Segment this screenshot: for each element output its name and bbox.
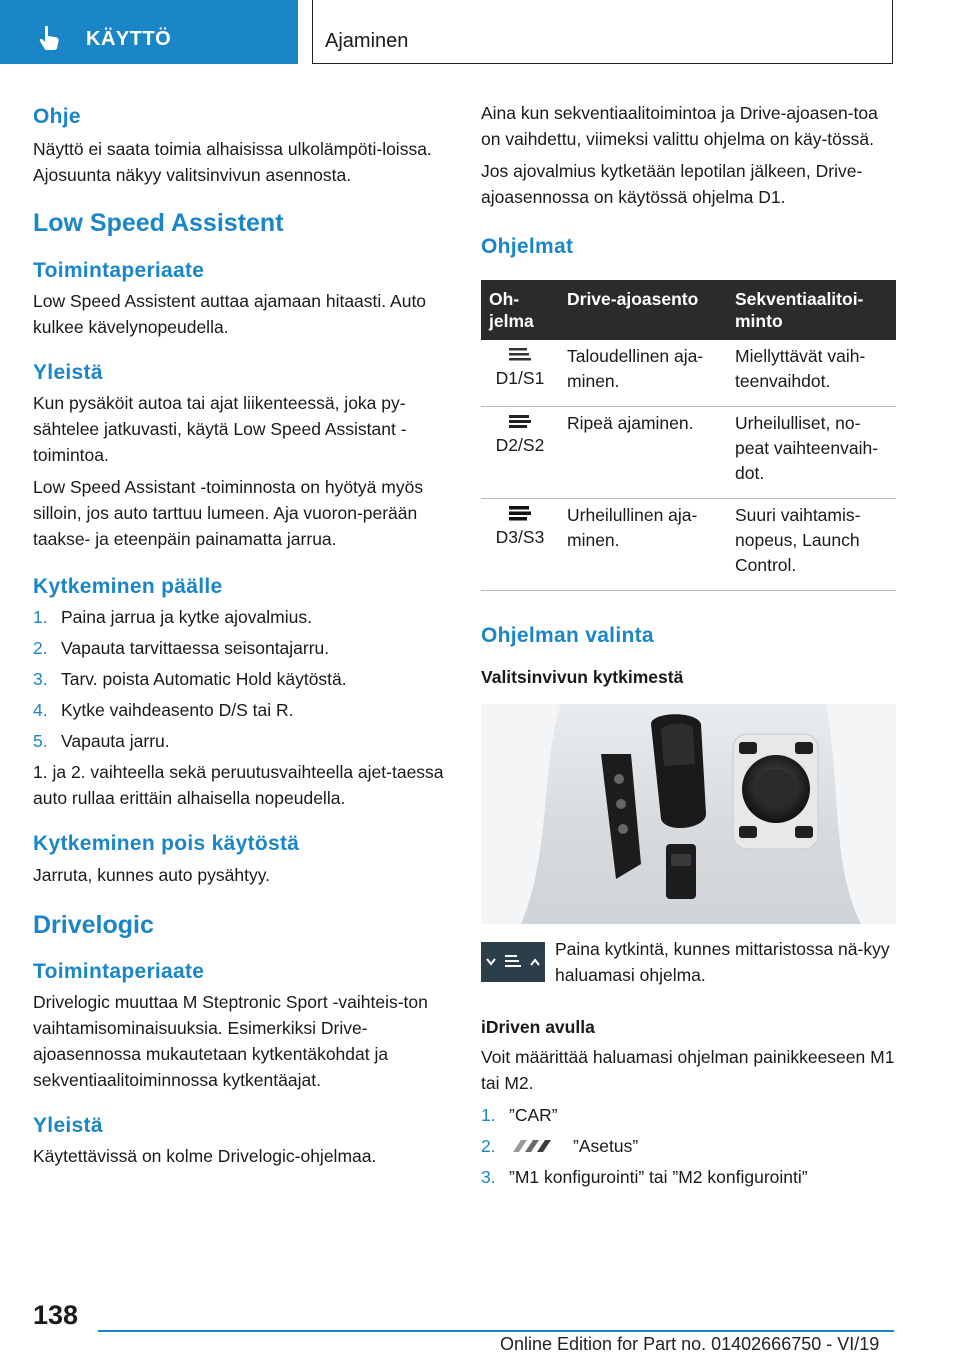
chevron-up-icon (531, 960, 539, 965)
list-item: 3. Tarv. poista Automatic Hold käytöstä. (33, 669, 347, 690)
lsa-principle-text: Low Speed Assistent auttaa ajamaan hitaasti. Auto kulkee kävelynopeudella. (33, 290, 427, 337)
column-header: Sekventiaalitoi-minto (727, 280, 896, 340)
off-title: Kytkeminen pois käytöstä (33, 832, 300, 856)
program-d2-icon (507, 411, 533, 431)
dl-principle-text: Drivelogic muuttaa M Steptronic Sport -vaihteis-ton vaihtamisominaisuuksia. Esimerkiksi Drive-ajoasennossa mukautetaan kytkentäkohdat ja sekventiaalitoiminnossa kytkentäajat. (33, 992, 428, 1090)
column-header: Drive-ajoasento (559, 280, 727, 340)
program-label: D2/S2 (495, 435, 545, 456)
switch-graphic (481, 942, 545, 982)
chevron-down-icon (487, 959, 495, 964)
lsa-general-title: Yleistä (33, 360, 103, 384)
dl-general-title: Yleistä (33, 1114, 103, 1137)
table-row (481, 340, 896, 407)
dl-principle-title: Toimintaperiaate (33, 959, 205, 983)
select-title: Ohjelman valinta (481, 624, 654, 648)
intro-text-2: Jos ajovalmius kytketään lepotilan jälkeen, Drive-ajoasennossa on käytössä ohjelma D1. (481, 161, 863, 207)
program-d1-icon (507, 344, 533, 364)
column-header: Oh-jelma (481, 280, 559, 340)
table-cell: Urheilullinen aja-minen. (559, 499, 727, 591)
program-label: D1/S1 (495, 368, 545, 389)
edition-text: Online Edition for Part no. 01402666750 - VI/19 (500, 1334, 880, 1354)
ohje-title: Ohje (33, 105, 81, 128)
section-header-label: Ajaminen (325, 30, 409, 52)
intro-text-1: Aina kun sekventiaalitoimintoa ja Drive-ajoasen-toa on vaihdettu, viimeksi valittu ohjelma on käy-tössä. (481, 103, 878, 149)
right-column (481, 100, 896, 1193)
program-switch[interactable] (481, 942, 545, 982)
table-cell: Urheilulliset, no-peat vaihteenvaih-dot. (727, 407, 896, 499)
lsa-general-text-1: Kun pysäköit autoa tai ajat liikenteessä, joka py-sähtelee jatkuvasti, käytä Low Speed Assistant -toimintoa. (33, 393, 407, 465)
list-item: 2. Vapauta tarvittaessa seisontajarru. (33, 638, 330, 659)
chapter-tab[interactable] (0, 0, 298, 64)
pointing-hand-icon (36, 24, 64, 52)
list-item: 2. ”Asetus” (481, 1135, 639, 1156)
table-cell: Ripeä ajaminen. (559, 407, 727, 499)
section-header (312, 0, 893, 64)
dl-general-text: Käytettävissä on kolme Drivelogic-ohjelmaa. (33, 1146, 377, 1167)
on-note: 1. ja 2. vaihteella sekä peruutusvaihteella ajet-taessa auto rullaa erittäin alhaisella nopeudella. (33, 762, 444, 809)
list-item: 5. Vapauta jarru. (33, 731, 170, 752)
table-row (481, 407, 896, 499)
program-label: D3/S3 (495, 527, 545, 548)
center-console-illustration (481, 704, 896, 924)
settings-stripes-icon (509, 1138, 561, 1154)
table-cell: Miellyttävät vaih-teenvaihdot. (727, 340, 896, 407)
list-item: 1. Paina jarrua ja kytke ajovalmius. (33, 607, 312, 628)
lsa-general-text-2: Low Speed Assistant -toiminnosta on hyötyä myös silloin, jos auto tarttuu lumeen. Aja vuoron-perään taakse- ja eteenpäin painamatta jarrua. (33, 477, 424, 549)
lsa-principle-title: Toimintaperiaate (33, 258, 205, 282)
idrive-head: iDriven avulla (481, 1016, 595, 1037)
table-cell: Taloudellinen aja-minen. (559, 340, 727, 407)
off-text: Jarruta, kunnes auto pysähtyy. (33, 864, 271, 885)
table-header-row (481, 280, 896, 340)
list-item: 4. Kytke vaihdeasento D/S tai R. (33, 700, 294, 721)
program-d3-icon (507, 503, 533, 523)
table-cell: Suuri vaihtamis-nopeus, Launch Control. (727, 499, 896, 591)
table-row (481, 499, 896, 591)
switch-text: Paina kytkintä, kunnes mittaristossa nä-kyy haluamasi ohjelma. (555, 938, 890, 985)
idrive-text: Voit määrittää haluamasi ohjelman painikkeeseen M1 tai M2. (481, 1046, 895, 1093)
footer-divider (98, 1330, 894, 1332)
drivelogic-title: Drivelogic (33, 910, 154, 939)
selector-head: Valitsinvivun kytkimestä (481, 666, 684, 687)
programs-table (481, 280, 896, 591)
on-title: Kytkeminen päälle (33, 575, 223, 598)
switch-row (481, 938, 896, 988)
list-item: 1. ”CAR” (481, 1104, 558, 1125)
page-number: 138 (33, 1300, 79, 1330)
idrive-steps-list (481, 1100, 896, 1193)
chapter-tab-label: KÄYTTÖ (86, 28, 172, 50)
ohje-text: Näyttö ei saata toimia alhaisissa ulkolämpöti-loissa. Ajosuunta näkyy valitsinvivun asennosta. (33, 139, 432, 186)
console-photo (481, 704, 896, 924)
lsa-title: Low Speed Assistent (33, 209, 284, 238)
list-item: 3. ”M1 konfigurointi” tai ”M2 konfigurointi” (481, 1166, 808, 1187)
on-steps-list (33, 602, 448, 757)
left-column (33, 100, 448, 1169)
programs-title: Ohjelmat (481, 235, 574, 258)
